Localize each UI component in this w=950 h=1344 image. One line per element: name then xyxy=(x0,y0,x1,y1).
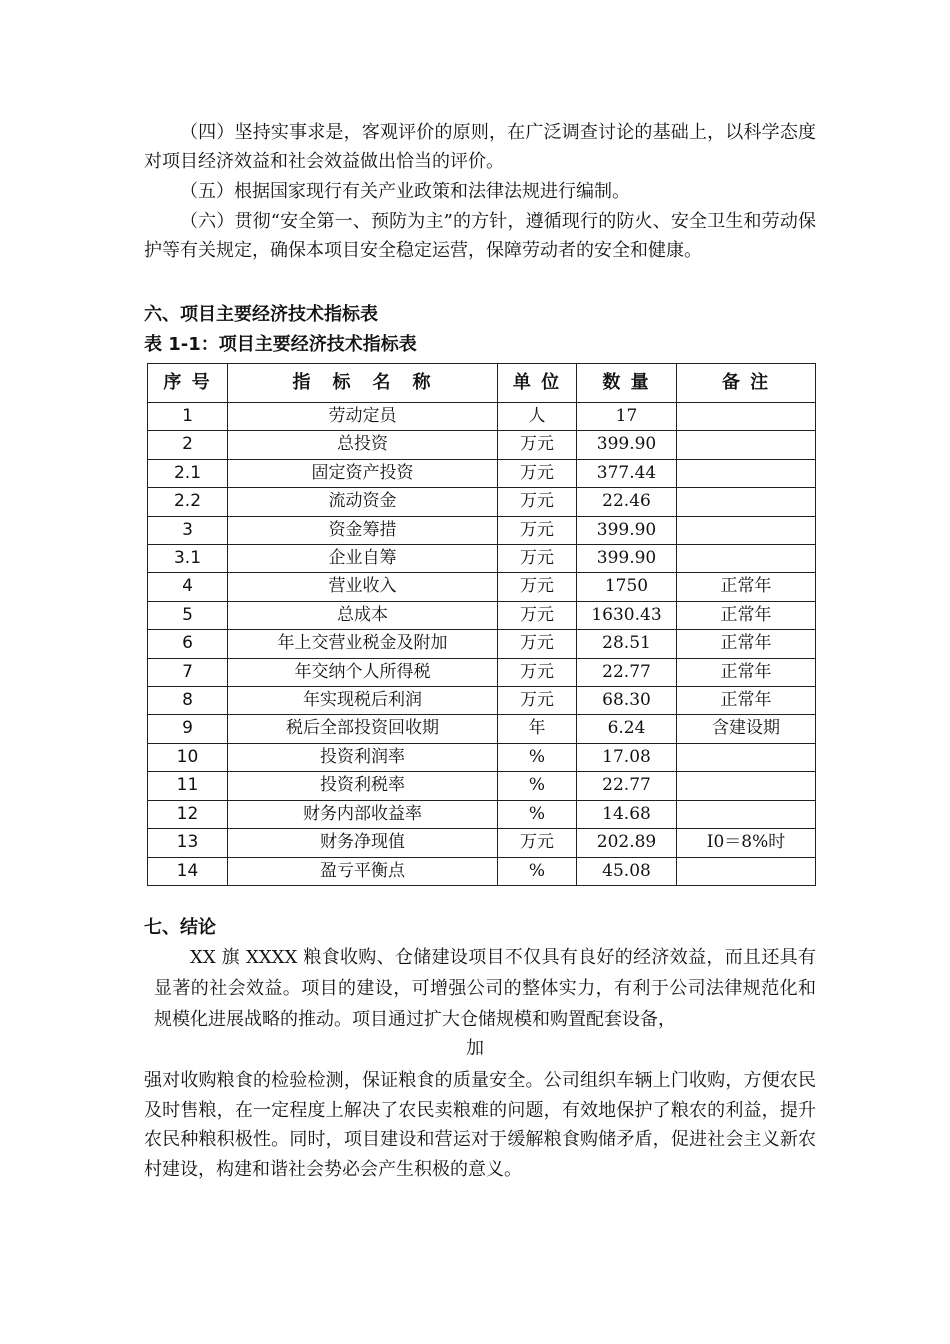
cell-remark xyxy=(677,403,816,431)
cell-remark: 正常年 xyxy=(677,630,816,658)
cell-quantity: 1750 xyxy=(577,573,677,601)
cell-indicator-name: 投资利税率 xyxy=(228,772,498,800)
cell-unit: % xyxy=(498,743,577,771)
cell-indicator-name: 税后全部投资回收期 xyxy=(228,715,498,743)
cell-quantity: 28.51 xyxy=(577,630,677,658)
cell-unit: 人 xyxy=(498,403,577,431)
cell-indicator-name: 企业自筹 xyxy=(228,545,498,573)
cell-seq: 2.1 xyxy=(148,459,228,487)
cell-remark xyxy=(677,800,816,828)
cell-seq: 2 xyxy=(148,431,228,459)
cell-indicator-name: 流动资金 xyxy=(228,488,498,516)
table-row xyxy=(148,687,816,715)
table-body xyxy=(148,403,816,886)
cell-indicator-name: 劳动定员 xyxy=(228,403,498,431)
paragraph-principle-4: （四）坚持实事求是，客观评价的原则，在广泛调查讨论的基础上，以科学态度对项目经济效益和社会效益做出恰当的评价。 xyxy=(144,122,816,172)
cell-seq: 4 xyxy=(148,573,228,601)
section-heading-conclusion: 七、结论 xyxy=(144,917,216,938)
cell-unit: 万元 xyxy=(498,459,577,487)
cell-quantity: 399.90 xyxy=(577,431,677,459)
table-row xyxy=(148,601,816,629)
cell-unit: 万元 xyxy=(498,431,577,459)
cell-unit: 万元 xyxy=(498,601,577,629)
table-row xyxy=(148,715,816,743)
cell-unit: 万元 xyxy=(498,658,577,686)
cell-seq: 9 xyxy=(148,715,228,743)
cell-indicator-name: 财务内部收益率 xyxy=(228,800,498,828)
table-row xyxy=(148,545,816,573)
conclusion-paragraph-part-b: 强对收购粮食的检验检测，保证粮食的质量安全。公司组织车辆上门收购，方便农民及时售粮，在一定程度上解决了农民卖粮难的问题，有效地保护了粮农的利益，提升农民种粮积极性。同时，项目建设和营运对于缓解粮食购储矛盾，促进社会主义新农村建设，构建和谐社会势必会产生积极的意义。 xyxy=(144,1070,816,1180)
conclusion-line-break-char: 加 xyxy=(466,1038,484,1059)
cell-seq: 2.2 xyxy=(148,488,228,516)
cell-seq: 3 xyxy=(148,516,228,544)
table-row xyxy=(148,630,816,658)
table-row xyxy=(148,516,816,544)
cell-seq: 14 xyxy=(148,857,228,885)
cell-indicator-name: 总成本 xyxy=(228,601,498,629)
paragraph-principle-5: （五）根据国家现行有关产业政策和法律法规进行编制。 xyxy=(180,181,630,202)
cell-quantity: 22.77 xyxy=(577,772,677,800)
cell-unit: 万元 xyxy=(498,829,577,857)
paragraph-principle-6: （六）贯彻“安全第一、预防为主”的方针，遵循现行的防火、安全卫生和劳动保护等有关规定，确保本项目安全稳定运营，保障劳动者的安全和健康。 xyxy=(144,211,816,261)
cell-remark xyxy=(677,743,816,771)
cell-indicator-name: 资金筹措 xyxy=(228,516,498,544)
cell-indicator-name: 年上交营业税金及附加 xyxy=(228,630,498,658)
table-row xyxy=(148,658,816,686)
cell-remark: 正常年 xyxy=(677,658,816,686)
cell-indicator-name: 营业收入 xyxy=(228,573,498,601)
table-row xyxy=(148,488,816,516)
cell-indicator-name: 总投资 xyxy=(228,431,498,459)
header-indicator-name: 指 标 名 称 xyxy=(228,364,498,403)
header-quantity: 数 量 xyxy=(577,364,677,403)
cell-remark xyxy=(677,545,816,573)
cell-seq: 1 xyxy=(148,403,228,431)
cell-seq: 12 xyxy=(148,800,228,828)
cell-seq: 6 xyxy=(148,630,228,658)
cell-unit: % xyxy=(498,857,577,885)
table-caption: 表 1-1：项目主要经济技术指标表 xyxy=(144,334,417,355)
conclusion-paragraph-part-a: XX 旗 XXXX 粮食收购、仓储建设项目不仅具有良好的经济效益，而且还具有显著的社会效益。项目的建设，可增强公司的整体实力，有利于公司法律规范化和规模化进展战略的推动。项目通过扩大仓储规模和购置配套设备， xyxy=(154,947,816,1030)
cell-quantity: 14.68 xyxy=(577,800,677,828)
table-row xyxy=(148,772,816,800)
cell-unit: % xyxy=(498,800,577,828)
header-seq: 序 号 xyxy=(148,364,228,403)
table-row xyxy=(148,743,816,771)
header-remark: 备 注 xyxy=(677,364,816,403)
cell-seq: 5 xyxy=(148,601,228,629)
cell-seq: 10 xyxy=(148,743,228,771)
header-unit: 单 位 xyxy=(498,364,577,403)
cell-seq: 7 xyxy=(148,658,228,686)
cell-indicator-name: 投资利润率 xyxy=(228,743,498,771)
cell-indicator-name: 固定资产投资 xyxy=(228,459,498,487)
cell-quantity: 399.90 xyxy=(577,516,677,544)
cell-unit: % xyxy=(498,772,577,800)
cell-remark xyxy=(677,459,816,487)
cell-unit: 万元 xyxy=(498,545,577,573)
cell-quantity: 17.08 xyxy=(577,743,677,771)
cell-quantity: 17 xyxy=(577,403,677,431)
cell-quantity: 45.08 xyxy=(577,857,677,885)
cell-quantity: 377.44 xyxy=(577,459,677,487)
cell-quantity: 22.77 xyxy=(577,658,677,686)
cell-unit: 万元 xyxy=(498,516,577,544)
cell-seq: 11 xyxy=(148,772,228,800)
cell-remark: 正常年 xyxy=(677,573,816,601)
cell-indicator-name: 年实现税后利润 xyxy=(228,687,498,715)
table-row xyxy=(148,573,816,601)
cell-unit: 年 xyxy=(498,715,577,743)
table-row xyxy=(148,431,816,459)
cell-unit: 万元 xyxy=(498,630,577,658)
cell-quantity: 399.90 xyxy=(577,545,677,573)
cell-unit: 万元 xyxy=(498,488,577,516)
cell-remark: 正常年 xyxy=(677,687,816,715)
cell-remark xyxy=(677,857,816,885)
cell-seq: 3.1 xyxy=(148,545,228,573)
cell-seq: 13 xyxy=(148,829,228,857)
cell-remark xyxy=(677,772,816,800)
section-heading-indicators: 六、项目主要经济技术指标表 xyxy=(144,304,378,325)
cell-remark: I0＝8%时 xyxy=(677,829,816,857)
cell-indicator-name: 年交纳个人所得税 xyxy=(228,658,498,686)
table-row xyxy=(148,403,816,431)
table-row xyxy=(148,800,816,828)
cell-seq: 8 xyxy=(148,687,228,715)
cell-indicator-name: 盈亏平衡点 xyxy=(228,857,498,885)
cell-quantity: 202.89 xyxy=(577,829,677,857)
cell-unit: 万元 xyxy=(498,573,577,601)
cell-remark: 正常年 xyxy=(677,601,816,629)
cell-quantity: 1630.43 xyxy=(577,601,677,629)
table-row xyxy=(148,857,816,885)
cell-quantity: 68.30 xyxy=(577,687,677,715)
cell-remark xyxy=(677,516,816,544)
indicators-table xyxy=(147,363,816,886)
cell-quantity: 22.46 xyxy=(577,488,677,516)
cell-remark xyxy=(677,431,816,459)
table-header-row xyxy=(148,364,816,403)
cell-remark xyxy=(677,488,816,516)
cell-quantity: 6.24 xyxy=(577,715,677,743)
table-row xyxy=(148,459,816,487)
cell-remark: 含建设期 xyxy=(677,715,816,743)
cell-unit: 万元 xyxy=(498,687,577,715)
table-row xyxy=(148,829,816,857)
cell-indicator-name: 财务净现值 xyxy=(228,829,498,857)
